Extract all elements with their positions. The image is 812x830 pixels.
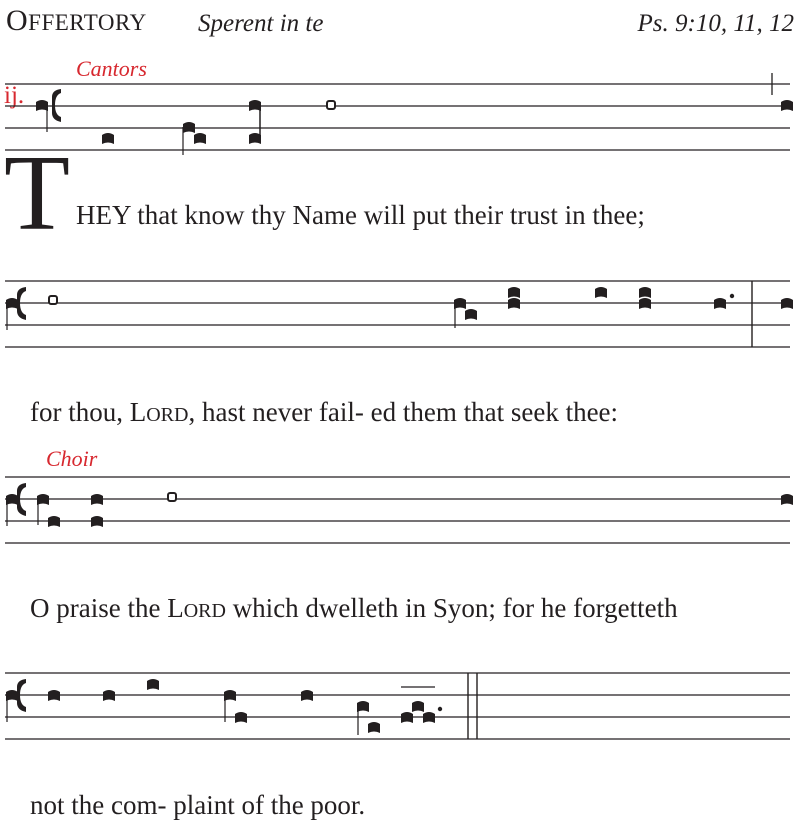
note-punctum [412, 701, 424, 712]
custos [781, 494, 793, 505]
note-punctum [639, 298, 651, 309]
title-rest: FFERTORY [28, 10, 147, 35]
lyric-text: O praise the L [30, 593, 184, 623]
note-punctum [357, 701, 369, 712]
note-punctum [368, 722, 380, 733]
note-punctum [301, 690, 313, 701]
cantors-direction: Cantors [76, 56, 147, 81]
note-punctum [48, 690, 60, 701]
lyric-line-1: HEY that know thy Name will put their trust in thee; [76, 200, 645, 230]
lyric-text: which dwelleth in Syon; for he forgetteth [225, 593, 678, 623]
note-punctum [6, 298, 18, 309]
note-punctum [224, 690, 236, 701]
note-punctum [595, 287, 607, 298]
title-initial: O [6, 4, 29, 37]
drop-cap: T [4, 134, 70, 253]
note-punctum [714, 298, 726, 309]
psalm-reference: Ps. 9:10, 11, 12 [637, 10, 794, 37]
note-punctum [102, 133, 114, 144]
note-punctum [48, 516, 60, 527]
note-punctum [508, 287, 520, 298]
lyric-smallcaps: ORD [146, 404, 189, 426]
note-punctum [103, 690, 115, 701]
lyric-smallcaps: ORD [183, 600, 226, 622]
mode-number: ij. [4, 82, 25, 109]
lyric-line-4: not the com- plaint of the poor. [30, 790, 366, 820]
lyric-text: for thou, L [30, 397, 147, 427]
custos [781, 100, 793, 111]
note-punctum [423, 712, 435, 723]
note-punctum [147, 679, 159, 690]
note-punctum [249, 133, 261, 144]
chant-incipit: Sperent in te [198, 10, 324, 37]
mora-dot [730, 294, 734, 298]
mora-dot [438, 707, 442, 711]
lyric-line-2 [30, 397, 618, 428]
note-punctum [183, 122, 195, 133]
choir-direction: Choir [46, 446, 98, 471]
note-punctum [91, 494, 103, 505]
lyric-line-3 [30, 593, 678, 624]
note-punctum [639, 287, 651, 298]
note-punctum [194, 133, 206, 144]
custos [781, 298, 793, 309]
note-punctum [235, 712, 247, 723]
note-punctum [454, 298, 466, 309]
note-punctum [249, 100, 261, 111]
note-punctum [91, 516, 103, 527]
note-punctum [37, 494, 49, 505]
lyric-text: , hast never fail- ed them that seek thee: [188, 397, 619, 427]
note-punctum [465, 309, 477, 320]
note-punctum [36, 100, 48, 111]
note-punctum [6, 494, 18, 505]
note-hollow [168, 493, 176, 501]
note-punctum [401, 712, 413, 723]
note-hollow [49, 296, 57, 304]
note-hollow [327, 101, 335, 109]
note-punctum [6, 690, 18, 701]
note-punctum [508, 298, 520, 309]
